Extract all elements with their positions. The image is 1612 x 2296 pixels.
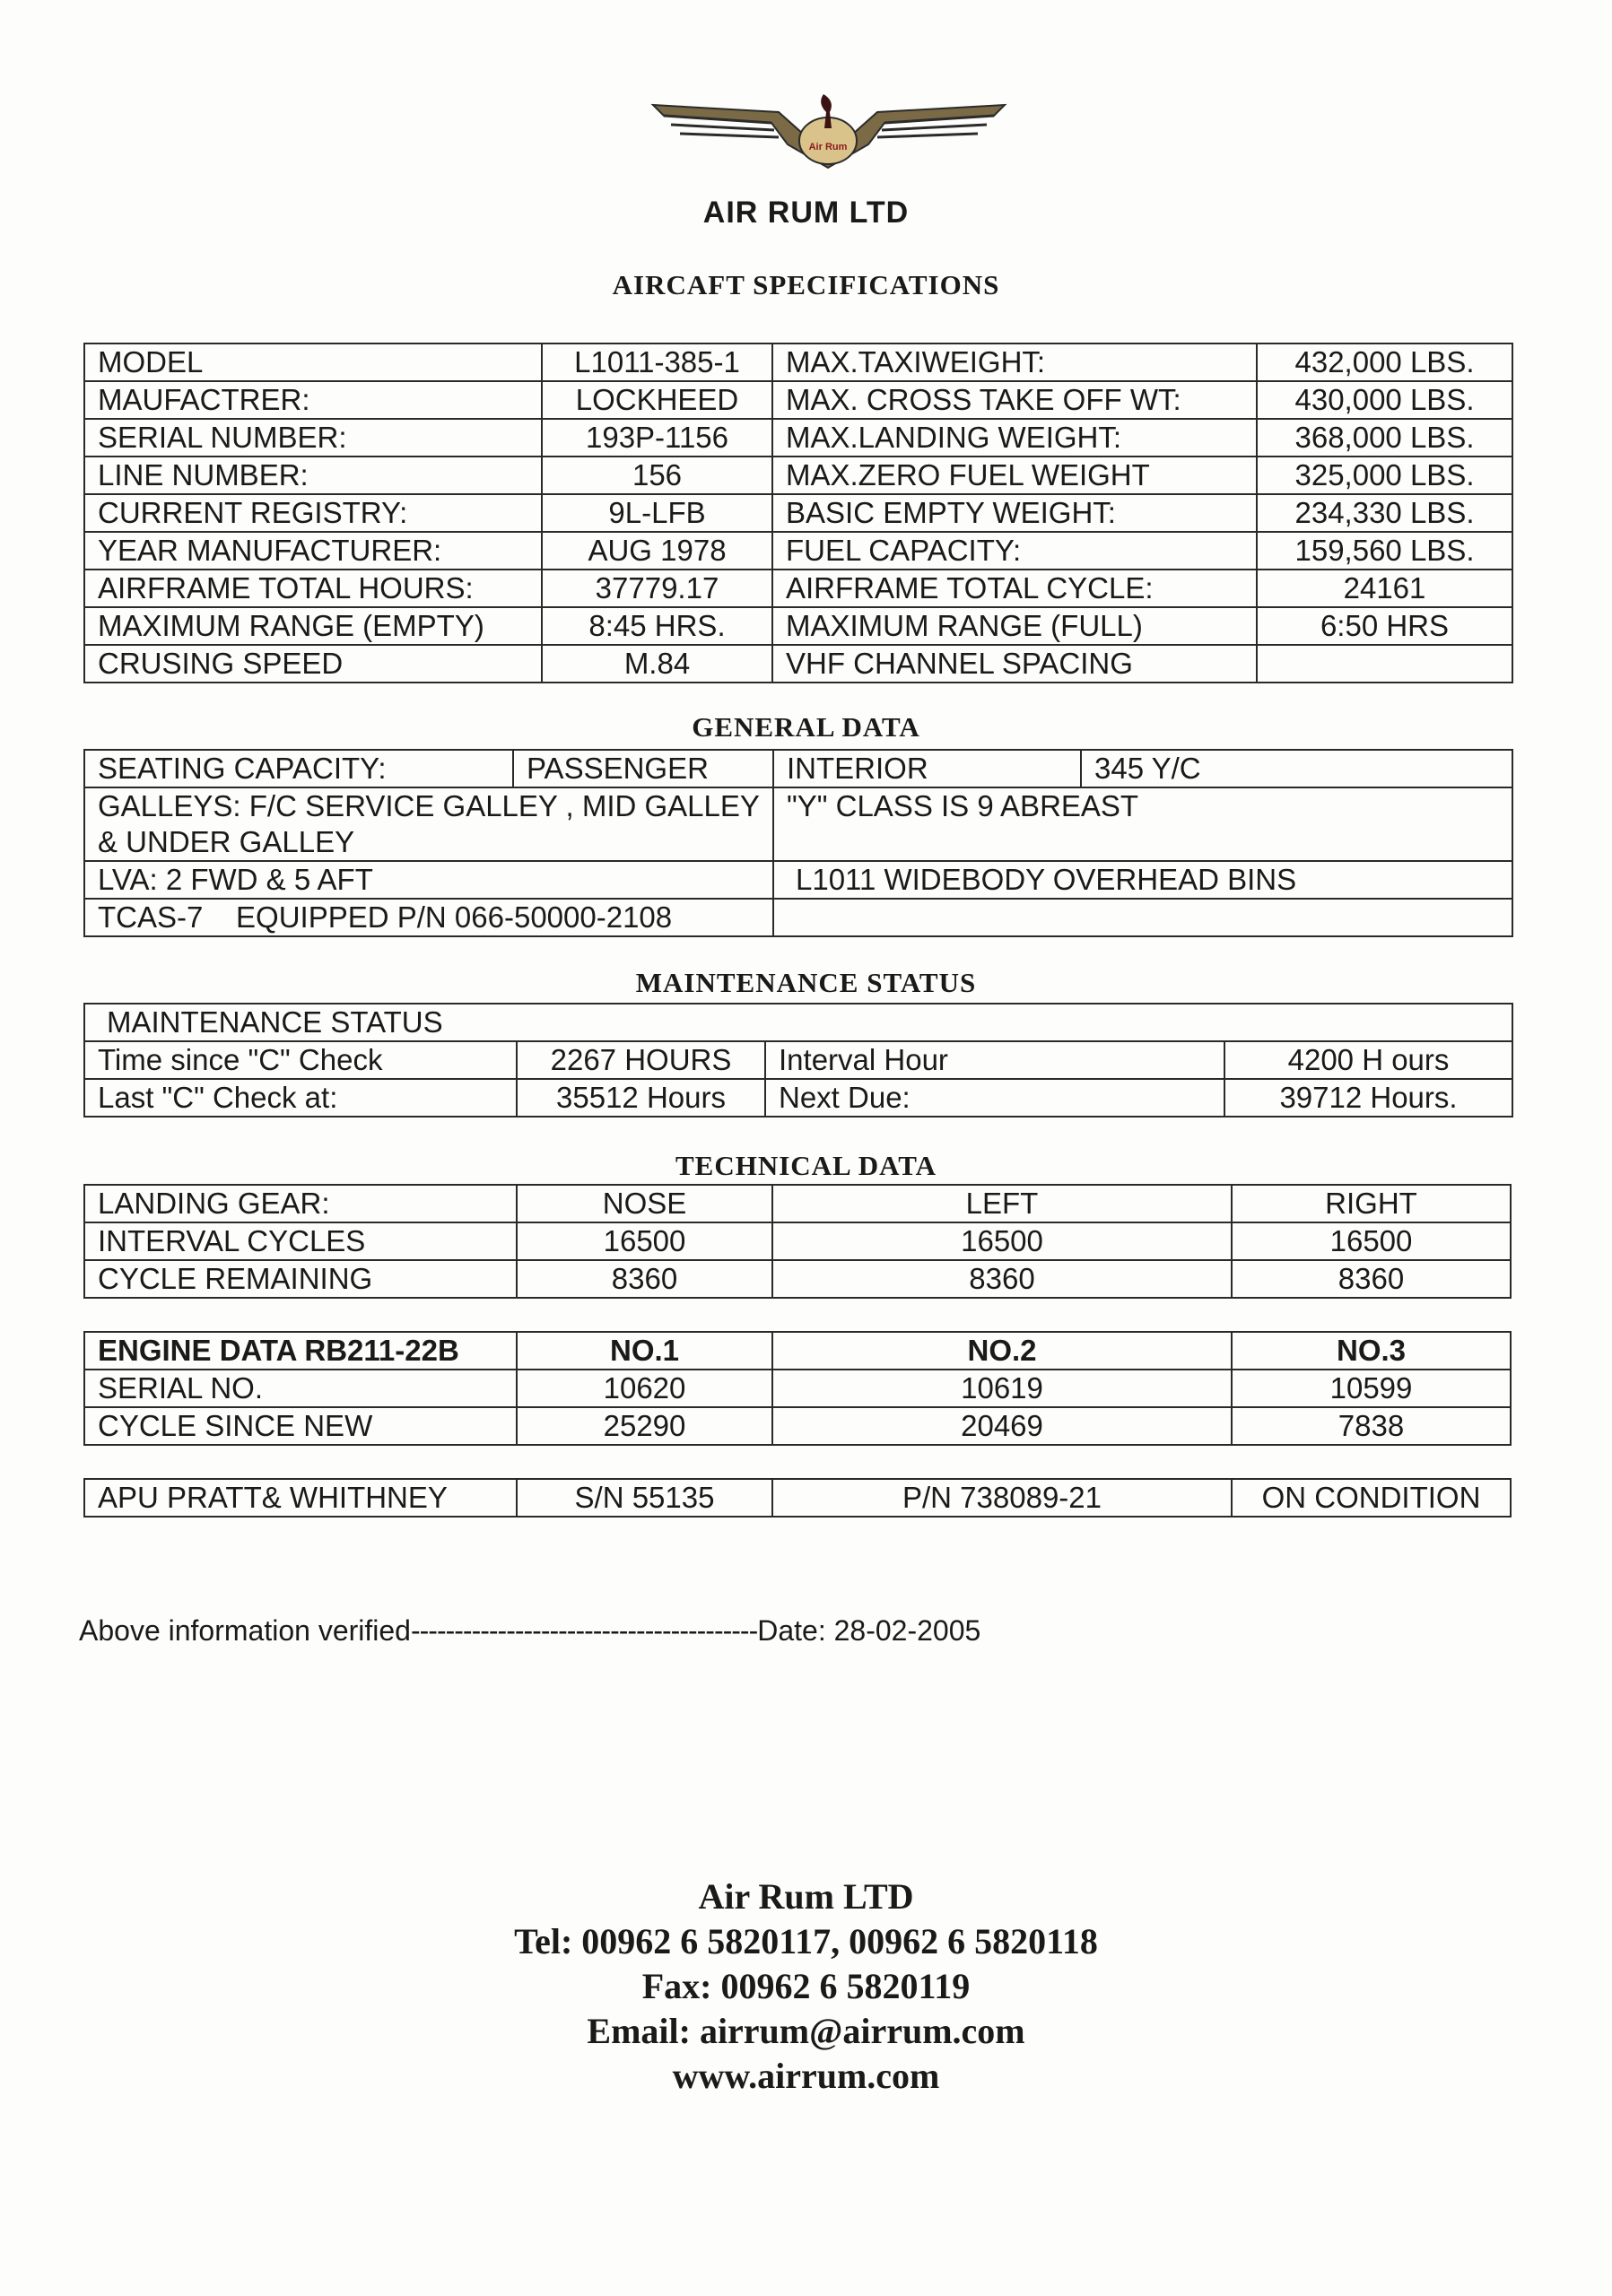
apu-part-number: P/N 738089-21 bbox=[772, 1479, 1232, 1517]
seating-capacity-label: SEATING CAPACITY: bbox=[84, 750, 513, 787]
engine-no3: 10599 bbox=[1232, 1370, 1511, 1407]
gear-label: LANDING GEAR: bbox=[84, 1185, 517, 1222]
galleys-cell: GALLEYS: F/C SERVICE GALLEY , MID GALLEY & UNDER GALLEY bbox=[84, 787, 773, 861]
empty-cell bbox=[773, 899, 1512, 936]
lva-cell: LVA: 2 FWD & 5 AFT bbox=[84, 861, 773, 899]
spec-label: MAX.ZERO FUEL WEIGHT bbox=[772, 457, 1257, 494]
spec-value: L1011-385-1 bbox=[542, 344, 772, 381]
spec-label: MAX. CROSS TAKE OFF WT: bbox=[772, 381, 1257, 419]
landing-gear-row bbox=[84, 1185, 1511, 1222]
spec-value: 6:50 HRS bbox=[1257, 607, 1512, 645]
spec-value: AUG 1978 bbox=[542, 532, 772, 570]
maintenance-value: 35512 Hours bbox=[517, 1079, 765, 1117]
maintenance-value: 2267 HOURS bbox=[517, 1041, 765, 1079]
landing-gear-row bbox=[84, 1260, 1511, 1298]
gear-label: CYCLE REMAINING bbox=[84, 1260, 517, 1298]
engine-row bbox=[84, 1370, 1511, 1407]
spec-row bbox=[84, 381, 1512, 419]
maintenance-status-table bbox=[83, 1003, 1513, 1118]
apu-serial: S/N 55135 bbox=[517, 1479, 772, 1517]
engine-no1: 10620 bbox=[517, 1370, 772, 1407]
gear-nose: NOSE bbox=[517, 1185, 772, 1222]
spec-label: MAX.LANDING WEIGHT: bbox=[772, 419, 1257, 457]
gear-label: INTERVAL CYCLES bbox=[84, 1222, 517, 1260]
spec-label: SERIAL NUMBER: bbox=[84, 419, 542, 457]
spec-label: FUEL CAPACITY: bbox=[772, 532, 1257, 570]
engine-label: ENGINE DATA RB211-22B bbox=[84, 1332, 517, 1370]
spec-value: M.84 bbox=[542, 645, 772, 683]
general-data-table bbox=[83, 749, 1513, 937]
spec-row bbox=[84, 419, 1512, 457]
spec-label: AIRFRAME TOTAL HOURS: bbox=[84, 570, 542, 607]
gear-left: 16500 bbox=[772, 1222, 1232, 1260]
verification-date: Date: 28-02-2005 bbox=[757, 1614, 981, 1647]
engine-no2: 10619 bbox=[772, 1370, 1232, 1407]
apu-table bbox=[83, 1478, 1512, 1518]
engine-no1: NO.1 bbox=[517, 1332, 772, 1370]
maintenance-row bbox=[84, 1079, 1512, 1117]
maintenance-row bbox=[84, 1041, 1512, 1079]
spec-value: 156 bbox=[542, 457, 772, 494]
contact-block bbox=[0, 1874, 1612, 2099]
spec-row bbox=[84, 645, 1512, 683]
spec-value: 9L-LFB bbox=[542, 494, 772, 532]
contact-tel: Tel: 00962 6 5820117, 00962 6 5820118 bbox=[514, 1921, 1098, 1961]
spec-row bbox=[84, 494, 1512, 532]
spec-value: 430,000 LBS. bbox=[1257, 381, 1512, 419]
spec-label: AIRFRAME TOTAL CYCLE: bbox=[772, 570, 1257, 607]
verification-label: Above information verified bbox=[79, 1614, 411, 1647]
maintenance-value: 4200 H ours bbox=[1224, 1041, 1512, 1079]
spec-label: MAX.TAXIWEIGHT: bbox=[772, 344, 1257, 381]
spec-value: 234,330 LBS. bbox=[1257, 494, 1512, 532]
spec-label: MAXIMUM RANGE (EMPTY) bbox=[84, 607, 542, 645]
svg-text:Air Rum: Air Rum bbox=[808, 142, 848, 152]
spec-label: CRUSING SPEED bbox=[84, 645, 542, 683]
spec-label: MAUFACTRER: bbox=[84, 381, 542, 419]
spec-value: LOCKHEED bbox=[542, 381, 772, 419]
tcas-cell: TCAS-7 EQUIPPED P/N 066-50000-2108 bbox=[84, 899, 773, 936]
spec-label: CURRENT REGISTRY: bbox=[84, 494, 542, 532]
engine-label: SERIAL NO. bbox=[84, 1370, 517, 1407]
y-class-cell: "Y" CLASS IS 9 ABREAST bbox=[773, 787, 1512, 861]
engine-data-table bbox=[83, 1331, 1512, 1446]
maintenance-label: Time since "C" Check bbox=[84, 1041, 517, 1079]
contact-email: Email: airrum@airrum.com bbox=[587, 2011, 1025, 2051]
spec-row bbox=[84, 570, 1512, 607]
gear-right: RIGHT bbox=[1232, 1185, 1511, 1222]
spec-value: 159,560 LBS. bbox=[1257, 532, 1512, 570]
engine-no3: 7838 bbox=[1232, 1407, 1511, 1445]
maintenance-status-header: MAINTENANCE STATUS bbox=[84, 1004, 1512, 1041]
engine-no2: 20469 bbox=[772, 1407, 1232, 1445]
spec-row bbox=[84, 607, 1512, 645]
gear-left: LEFT bbox=[772, 1185, 1232, 1222]
airline-wings-logo bbox=[644, 85, 1014, 175]
specifications-table bbox=[83, 343, 1513, 683]
spec-row bbox=[84, 532, 1512, 570]
gear-nose: 16500 bbox=[517, 1222, 772, 1260]
gear-nose: 8360 bbox=[517, 1260, 772, 1298]
gear-right: 16500 bbox=[1232, 1222, 1511, 1260]
maintenance-label: Next Due: bbox=[765, 1079, 1224, 1117]
engine-no2: NO.2 bbox=[772, 1332, 1232, 1370]
spec-value: 368,000 LBS. bbox=[1257, 419, 1512, 457]
maintenance-label: Interval Hour bbox=[765, 1041, 1224, 1079]
document-title: AIRCAFT SPECIFICATIONS bbox=[612, 269, 1000, 300]
maintenance-status-title: MAINTENANCE STATUS bbox=[635, 967, 977, 998]
engine-label: CYCLE SINCE NEW bbox=[84, 1407, 517, 1445]
interior-value: 345 Y/C bbox=[1081, 750, 1512, 787]
general-data-title: GENERAL DATA bbox=[692, 711, 920, 743]
spec-value: 24161 bbox=[1257, 570, 1512, 607]
signature-dashes: ---------------------------------------- bbox=[410, 1614, 758, 1647]
spec-value: 432,000 LBS. bbox=[1257, 344, 1512, 381]
spec-value: 325,000 LBS. bbox=[1257, 457, 1512, 494]
landing-gear-row bbox=[84, 1222, 1511, 1260]
interior-label: INTERIOR bbox=[773, 750, 1081, 787]
spec-row bbox=[84, 457, 1512, 494]
engine-no1: 25290 bbox=[517, 1407, 772, 1445]
engine-row bbox=[84, 1407, 1511, 1445]
spec-label: YEAR MANUFACTURER: bbox=[84, 532, 542, 570]
spec-value: 37779.17 bbox=[542, 570, 772, 607]
maintenance-label: Last "C" Check at: bbox=[84, 1079, 517, 1117]
spec-label: MAXIMUM RANGE (FULL) bbox=[772, 607, 1257, 645]
spec-row bbox=[84, 344, 1512, 381]
verification-line bbox=[79, 1614, 980, 1648]
apu-condition: ON CONDITION bbox=[1232, 1479, 1511, 1517]
engine-row bbox=[84, 1332, 1511, 1370]
seating-capacity-value: PASSENGER bbox=[513, 750, 773, 787]
company-name: AIR RUM LTD bbox=[702, 196, 910, 230]
gear-left: 8360 bbox=[772, 1260, 1232, 1298]
landing-gear-table bbox=[83, 1184, 1512, 1299]
apu-label: APU PRATT& WHITHNEY bbox=[84, 1479, 517, 1517]
spec-label: LINE NUMBER: bbox=[84, 457, 542, 494]
maintenance-value: 39712 Hours. bbox=[1224, 1079, 1512, 1117]
contact-company: Air Rum LTD bbox=[698, 1876, 914, 1917]
spec-value bbox=[1257, 645, 1512, 683]
engine-no3: NO.3 bbox=[1232, 1332, 1511, 1370]
gear-right: 8360 bbox=[1232, 1260, 1511, 1298]
spec-label: BASIC EMPTY WEIGHT: bbox=[772, 494, 1257, 532]
spec-label: MODEL bbox=[84, 344, 542, 381]
technical-data-title: TECHNICAL DATA bbox=[675, 1150, 937, 1181]
spec-value: 193P-1156 bbox=[542, 419, 772, 457]
spec-label: VHF CHANNEL SPACING bbox=[772, 645, 1257, 683]
contact-website: www.airrum.com bbox=[672, 2056, 940, 2096]
apu-row bbox=[84, 1479, 1511, 1517]
contact-fax: Fax: 00962 6 5820119 bbox=[641, 1966, 971, 2006]
overhead-bins-cell: L1011 WIDEBODY OVERHEAD BINS bbox=[773, 861, 1512, 899]
spec-value: 8:45 HRS. bbox=[542, 607, 772, 645]
